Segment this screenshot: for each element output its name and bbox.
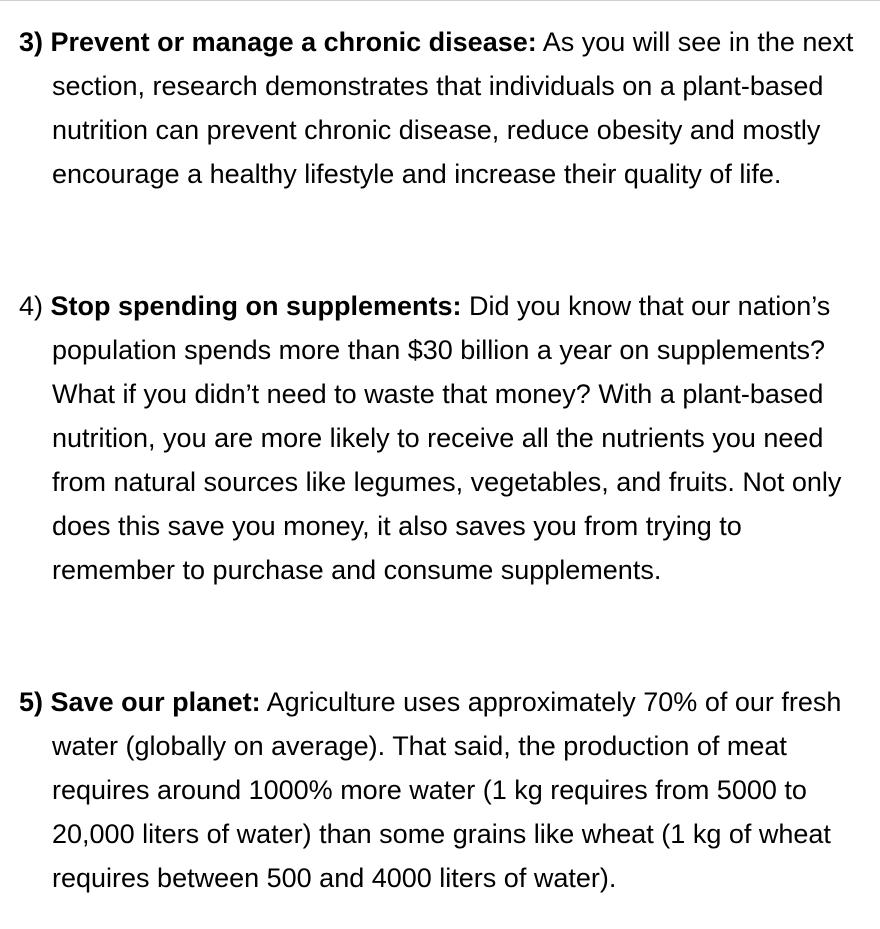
list-item-stop-supplements — [19, 284, 872, 592]
item-heading: Stop spending on supplements: — [50, 291, 462, 321]
item-body: Did you know that our nation’s population spends more than $30 billion a year on supplements? What if you didn’t need to waste that money? With a plant-based nutrition, you are more likely to receive all the nutrients you need from natural sources like legumes, vegetables, and fruits. Not only does this save you money, it also saves you from trying to remember to purchase and consume supplements. — [52, 291, 842, 585]
item-number: 3) — [19, 27, 44, 57]
item-number: 4) — [19, 291, 44, 321]
page-top-border — [0, 0, 880, 1]
item-heading: Save our planet: — [50, 687, 261, 717]
item-body: As you will see in the next section, research demonstrates that individuals on a plant-based nutrition can prevent chronic disease, reduce obesity and mostly encourage a healthy lifestyle and increase their quality of life. — [52, 27, 854, 189]
item-body: Agriculture uses approximately 70% of our fresh water (globally on average). That said, the production of meat requires around 1000% more water (1 kg requires from 5000 to 20,000 liters of water) than some grains like wheat (1 kg of wheat requires between 500 and 4000 liters of water). — [52, 687, 842, 893]
item-number: 5) — [19, 687, 44, 717]
list-item-save-planet — [19, 680, 872, 900]
list-item-prevent-chronic-disease — [19, 20, 872, 196]
item-heading: Prevent or manage a chronic disease: — [50, 27, 537, 57]
